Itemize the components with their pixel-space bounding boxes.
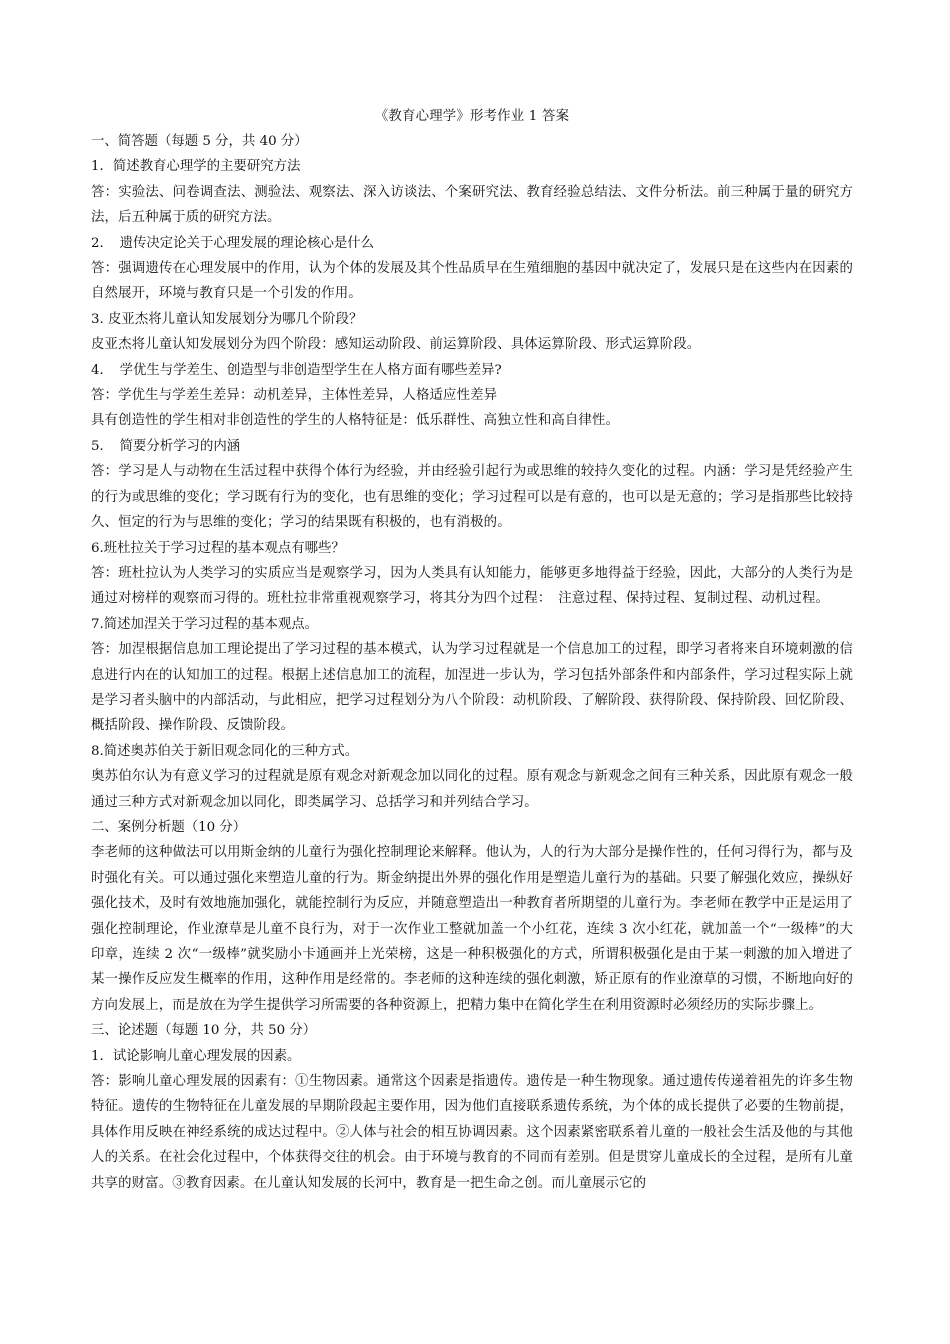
answer-4-part-1: 答：学优生与学差生差异：动机差异，主体性差异，人格适应性差异 [91, 388, 498, 404]
question-5: 5． 简要分析学习的内涵 [91, 438, 241, 454]
answer-6: 答：班杜拉认为人类学习的实质应当是观察学习，因为人类具有认知能力，能够更多地得益于经验，因此，大部分的人类行为是通过对榜样的观察而习得的。班杜拉非常重视观察学习，将其分为四个过程： 注意过程、保持过程、复制过程、动机过程。 [91, 565, 853, 607]
question-8: 8.简述奥苏伯关于新旧观念同化的三种方式。 [91, 743, 359, 759]
answer-3: 皮亚杰将儿童认知发展划分为四个阶段：感知运动阶段、前运算阶段、具体运算阶段、形式运算阶段。 [91, 337, 701, 353]
question-2: 2． 遗传决定论关于心理发展的理论核心是什么 [91, 235, 375, 251]
section-heading-short-answer: 一、简答题（每题 5 分，共 40 分） [91, 134, 308, 149]
answer-5: 答：学习是人与动物在生活过程中获得个体行为经验，并由经验引起行为或思维的较持久变化的过程。内涵：学习是凭经验产生的行为或思维的变化；学习既有行为的变化，也有思维的变化；学习过程可以是有意的，也可以是无意的；学习是指那些比较持久、恒定的行为与思维的变化；学习的结果既有积极的，也有消极的。 [91, 464, 853, 531]
essay-answer-1: 答：影响儿童心理发展的因素有：①生物因素。通常这个因素是指遗传。遗传是一种生物现象。通过遗传传递着祖先的许多生物特征。遗传的生物特征在儿童发展的早期阶段起主要作用，因为他们直接联系遗传系统，为个体的成长提供了必要的生物前提，具体作用反映在神经系统的成达过程中。②人体与社会的相互协调因素。这个因素紧密联系着儿童的一般社会生活及他的与其他人的关系。在社会化过程中，个体获得交往的机会。由于环境与教育的不同而有差别。但是贯穿儿童成长的全过程，是所有儿童共享的财富。③教育因素。在儿童认知发展的长河中，教育是一把生命之创。而儿童展示它的 [91, 1074, 853, 1191]
case-analysis-answer: 李老师的这种做法可以用斯金纳的儿童行为强化控制理论来解释。他认为，人的行为大部分是操作性的，任何习得行为，都与及时强化有关。可以通过强化来塑造儿童的行为。斯金纳提出外界的强化作用是塑造儿童行为的基础。只要了解强化效应，操纵好强化技术，及时有效地施加强化，就能控制行为反应，并随意塑造出一种教育者所期望的儿童行为。李老师在教学中正是运用了强化控制理论，作业潦草是儿童不良行为，对于一次作业工整就加盖一个小红花，连续 3 次小红花，就加盖一个“一级棒”的大印章，连续 2 次“一级棒”就奖励小卡通画并上光荣榜，这是一种积极强化的方式，所谓积极强化是由于某一刺激的加入增进了某一操作反应发生概率的作用，这种作用是经常的。李老师的这种连续的强化刺激，矫正原有的作业潦草的习惯，不断地向好的方向发展上，而是放在为学生提供学习所需要的各种资源上，把精力集中在简化学生在利用资源时必须经历的实际步骤上。 [91, 845, 853, 1013]
answer-7: 答：加涅根据信息加工理论提出了学习过程的基本模式，认为学习过程就是一个信息加工的过程，即学习者将来自环境刺激的信息进行内在的认知加工的过程。根据上述信息加工的流程，加涅进一步认为，学习包括外部条件和内部条件，学习过程实际上就是学习者头脑中的内部活动，与此相应，把学习过程划分为八个阶段：动机阶段、了解阶段、获得阶段、保持阶段、回忆阶段、概括阶段、操作阶段、反馈阶段。 [91, 642, 853, 734]
answer-2: 答：强调遗传在心理发展中的作用，认为个体的发展及其个性品质早在生殖细胞的基因中就决定了，发展只是在这些内在因素的自然展开，环境与教育只是一个引发的作用。 [91, 261, 853, 302]
essay-question-1: 1．试论影响儿童心理发展的因素。 [91, 1048, 301, 1064]
document-title: 《教育心理学》形考作业 1 答案 [374, 109, 570, 124]
document-content [91, 104, 853, 1343]
answer-1: 答：实验法、问卷调查法、测验法、观察法、深入访谈法、个案研究法、教育经验总结法、文件分析法。前三种属于量的研究方法，后五种属于质的研究方法。 [91, 184, 853, 226]
document-body [91, 129, 853, 1343]
question-4: 4． 学优生与学差生、创造型与非创造型学生在人格方面有哪些差异? [91, 362, 502, 378]
question-1: 1．简述教育心理学的主要研究方法 [91, 159, 301, 175]
question-7: 7.简述加涅关于学习过程的基本观点。 [91, 616, 319, 632]
question-6: 6.班杜拉关于学习过程的基本观点有哪些？ [91, 540, 345, 556]
question-3: 3. 皮亚杰将儿童认知发展划分为哪几个阶段？ [91, 311, 363, 327]
section-heading-case-analysis: 二、案例分析题（10 分） [91, 819, 247, 835]
answer-8: 奥苏伯尔认为有意义学习的过程就是原有观念对新观念加以同化的过程。原有观念与新观念之间有三种关系，因此原有观念一般通过三种方式对新观念加以同化，即类属学习、总括学习和并列结合学习。 [91, 769, 853, 810]
section-heading-essay: 三、论述题（每题 10 分，共 50 分） [91, 1023, 317, 1039]
answer-4-part-2: 具有创造性的学生相对非创造性的学生的人格特征是：低乐群性、高独立性和高自律性。 [91, 413, 620, 429]
